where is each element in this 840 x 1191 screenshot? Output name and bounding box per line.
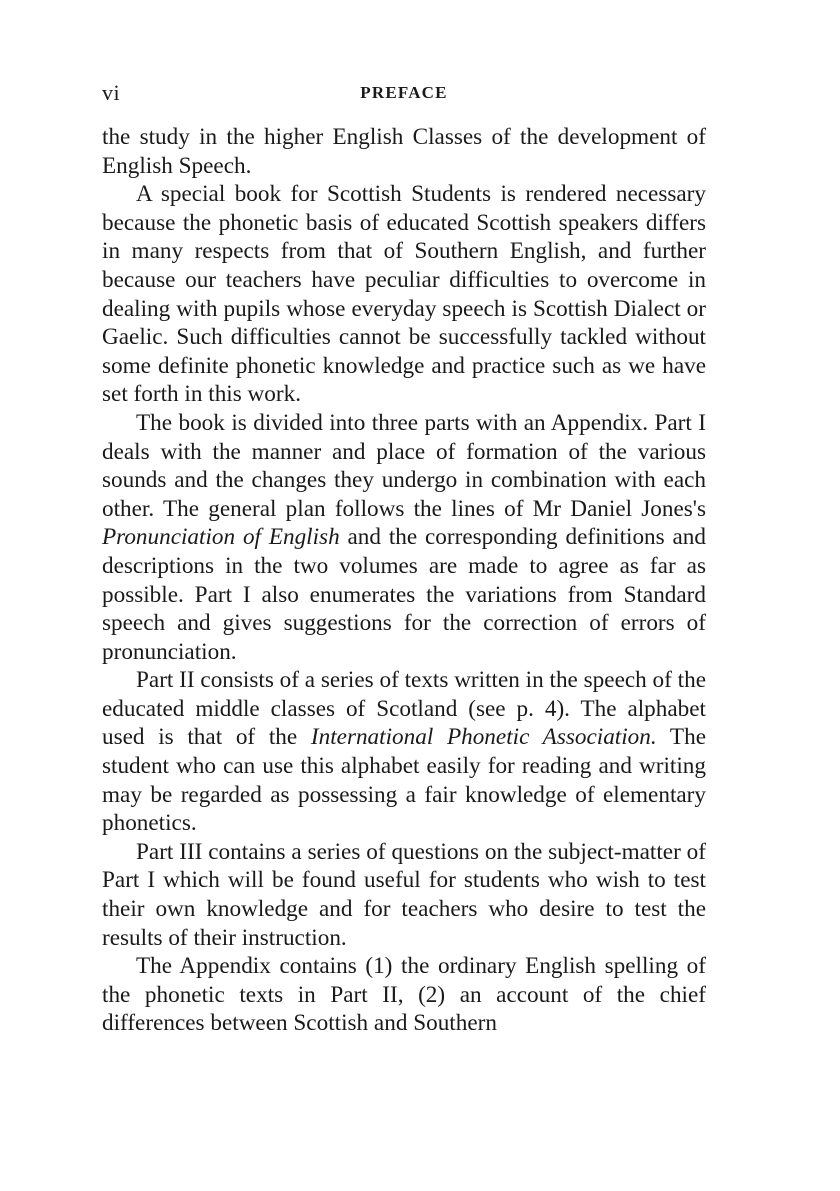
paragraph-book-structure bbox=[102, 409, 706, 666]
paragraph-continuation bbox=[102, 123, 706, 180]
page-header bbox=[102, 80, 706, 110]
paragraph-text: Part III contains a series of questions on the subject-matter of Part I which will be found useful for students who wish to test their own knowledge and for teachers who desire to test the results of their instruction. bbox=[102, 838, 706, 951]
body-text bbox=[102, 123, 706, 1038]
page-number: vi bbox=[102, 80, 121, 105]
paragraph-text: the study in the higher English Classes of the development of English Speech. bbox=[102, 124, 706, 179]
paragraph-appendix bbox=[102, 952, 706, 1038]
paragraph-text: The Appendix contains (1) the ordinary English spelling of the phonetic texts in Part II, (2) an account of the chief differences between Scottish and Southern bbox=[102, 953, 706, 1037]
paragraph-text: A special book for Scottish Students is rendered necessary because the phonetic basis of educated Scottish speakers differs in many respects from that of Southern English, and further because our teachers have peculiar difficulties to overcome in dealing with pupils whose everyday speech is Scottish Dialect or Gaelic. Such difficulties cannot be successfully tackled without some definite phonetic knowledge and practice such as we have set forth in this work. bbox=[102, 181, 706, 408]
paragraph-text: and the corresponding definitions and descriptions in the two volumes are made to agree as far as possible. Part I also enumerates the variations from Standard speech and gives suggestions for the correction of errors of pronunciation. bbox=[102, 524, 706, 665]
running-head: PREFACE bbox=[360, 83, 448, 102]
paragraph-text: The student who can use this alphabet easily for reading and writing may be regarded as possessing a fair knowledge of elementary phonetics. bbox=[102, 724, 706, 837]
paragraph-text: Part II consists of a series of texts written in the speech of the educated middle classes of Scotland (see p. 4). The alphabet used is that of the bbox=[102, 667, 706, 751]
paragraph-part-two bbox=[102, 666, 706, 838]
paragraph-part-three bbox=[102, 838, 706, 952]
paragraph-scottish-students bbox=[102, 180, 706, 409]
paragraph-text: The book is divided into three parts with an Appendix. Part I deals with the manner and place of formation of the various sounds and the changes they undergo in combination with each other. The general plan follows the lines of Mr Daniel Jones's bbox=[102, 409, 706, 522]
association-name-italic: International Phonetic Association. bbox=[310, 724, 657, 751]
book-title-italic: Pronunciation of English bbox=[102, 524, 340, 551]
